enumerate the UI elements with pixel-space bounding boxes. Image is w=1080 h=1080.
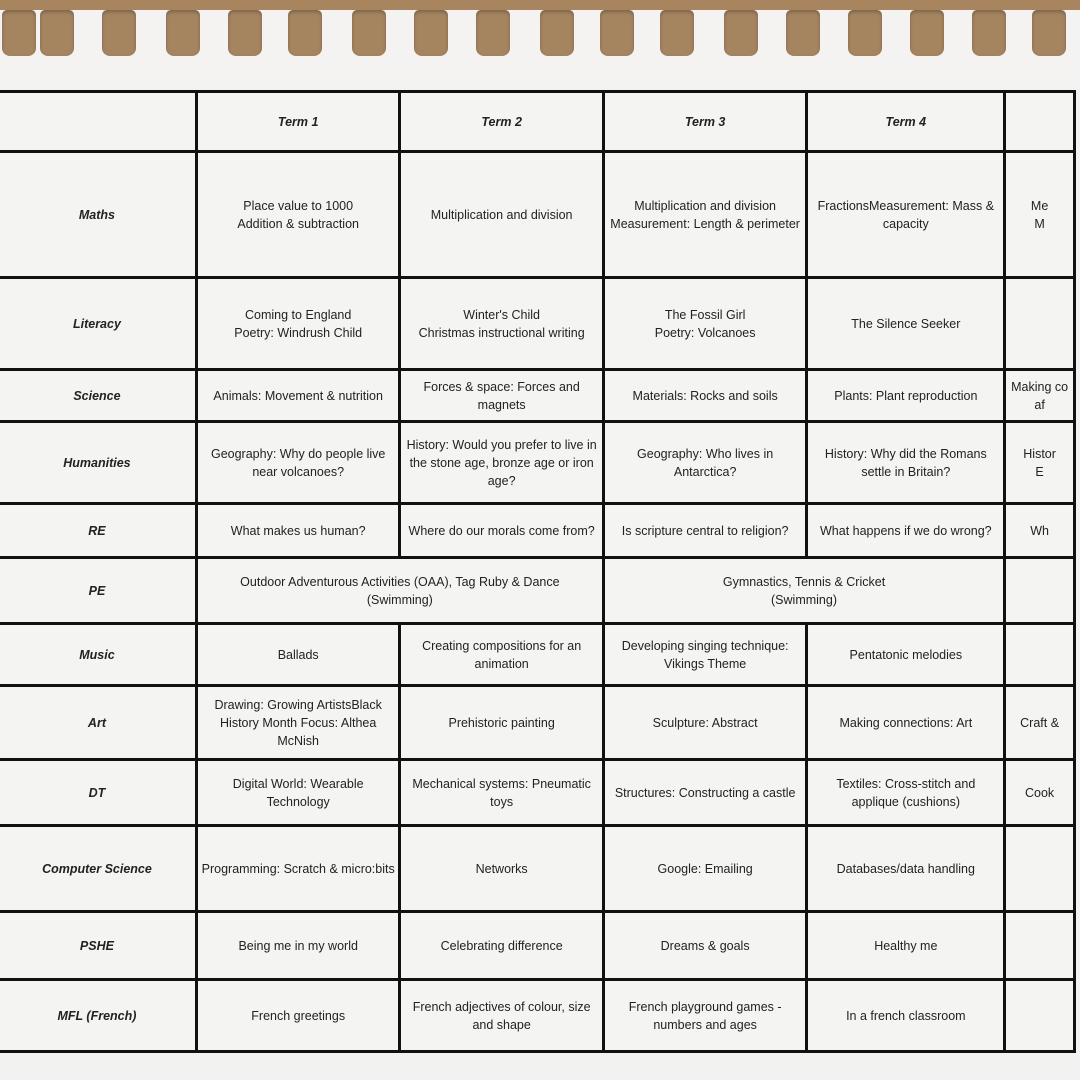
term-5-cell-line: Cook [1025, 785, 1055, 800]
term-2-cell [400, 686, 603, 760]
subject-row [0, 686, 1075, 760]
term-4-cell [807, 422, 1005, 504]
subject-row [0, 152, 1075, 278]
subject-row [0, 912, 1075, 980]
term-5-cell [1005, 980, 1075, 1052]
term-2-cell [400, 504, 603, 558]
term-3-cell-line: Materials: Rocks and soils [632, 388, 778, 403]
term-2-cell [400, 980, 603, 1052]
timetable-body [0, 152, 1075, 1052]
term-1-cell-line: Animals: Movement & nutrition [213, 388, 383, 403]
term-2-cell-line: Forces & space: Forces and [423, 379, 580, 394]
term-1-header: Term 1 [196, 92, 400, 152]
term-3-cell-line: Antarctica? [673, 464, 737, 479]
term-1-cell-line: History Month Focus: Althea McNish [220, 715, 377, 748]
term-2-cell [400, 370, 603, 422]
term-2-cell-line: French adjectives of colour, size [412, 999, 591, 1014]
subject-label: PSHE [0, 912, 196, 980]
term-2-cell-line: Celebrating difference [440, 938, 563, 953]
binder-hole [288, 10, 322, 56]
term-2-cell-line: age? [487, 473, 516, 488]
term-4-cell-line: applique (cushions) [851, 794, 961, 809]
term-4-cell [807, 624, 1005, 686]
binder-hole [1032, 10, 1066, 56]
term-1-cell [196, 760, 400, 826]
term-1-cell-line: What makes us human? [230, 523, 366, 538]
binder-hole [724, 10, 758, 56]
pe-terms-1-2-cell [196, 558, 603, 624]
header-row [0, 92, 1075, 152]
term-2-cell [400, 760, 603, 826]
term-3-cell-line: Google: Emailing [657, 861, 753, 876]
subject-row [0, 624, 1075, 686]
term-3-cell-line: Poetry: Volcanoes [654, 325, 756, 340]
curriculum-timetable [0, 90, 1076, 1053]
term-4-cell-line: In a french classroom [846, 1008, 966, 1023]
subject-label: MFL (French) [0, 980, 196, 1052]
term-3-cell [603, 370, 807, 422]
term-2-cell-line: Mechanical systems: Pneumatic [412, 776, 591, 791]
subject-row [0, 370, 1075, 422]
term-4-header: Term 4 [807, 92, 1005, 152]
subject-row [0, 278, 1075, 370]
binder-hole [102, 10, 136, 56]
term-2-cell-line: Where do our morals come from? [408, 523, 595, 538]
binder-hole [972, 10, 1006, 56]
term-3-header: Term 3 [603, 92, 807, 152]
pe-terms-3-4-cell-line: (Swimming) [771, 592, 837, 607]
term-2-cell-line: Winter's Child [463, 307, 540, 322]
term-3-cell-line: Geography: Who lives in [637, 446, 774, 461]
term-2-cell [400, 912, 603, 980]
term-5-cell [1005, 912, 1075, 980]
subject-label: Literacy [0, 278, 196, 370]
term-3-cell [603, 422, 807, 504]
binder-hole [476, 10, 510, 56]
term-4-cell [807, 370, 1005, 422]
term-2-cell-line: Multiplication and division [430, 207, 573, 222]
term-1-cell-line: Poetry: Windrush Child [234, 325, 363, 340]
paper-margin [0, 56, 1080, 86]
term-2-cell [400, 278, 603, 370]
subject-row [0, 760, 1075, 826]
binder-hole [414, 10, 448, 56]
term-2-cell-line: Creating compositions for an [422, 638, 582, 653]
term-2-cell-line: toys [490, 794, 514, 809]
cork-strip [0, 0, 1080, 10]
term-1-cell-line: Geography: Why do people live [210, 446, 386, 461]
subject-label: Science [0, 370, 196, 422]
term-1-cell [196, 912, 400, 980]
term-2-cell-line: History: Would you prefer to live in [406, 437, 597, 452]
term-5-header [1005, 92, 1075, 152]
term-3-cell [603, 980, 807, 1052]
term-5-cell [1005, 278, 1075, 370]
term-3-cell-line: Multiplication and division [634, 198, 776, 213]
term-5-cell-line: Craft & [1020, 715, 1060, 730]
term-5-cell-line: Histor [1023, 446, 1056, 461]
term-3-cell-line: Measurement: Length & perimeter [610, 216, 800, 231]
subject-row-pe [0, 558, 1075, 624]
binder-hole [540, 10, 574, 56]
term-3-cell-line: Developing singing technique: [621, 638, 789, 653]
term-1-cell-line: Ballads [277, 647, 319, 662]
subject-row [0, 504, 1075, 558]
term-2-cell-line: Networks [475, 861, 528, 876]
term-2-cell-line: animation [474, 656, 529, 671]
term-1-cell [196, 826, 400, 912]
term-3-cell-line: numbers and ages [653, 1017, 757, 1032]
term-3-cell-line: French playground games - [628, 999, 782, 1014]
term-3-cell-line: Sculpture: Abstract [652, 715, 758, 730]
subject-label: RE [0, 504, 196, 558]
term-1-cell-line: Addition & subtraction [237, 216, 359, 231]
subject-label: Humanities [0, 422, 196, 504]
term-5-cell-line: Wh [1030, 523, 1049, 538]
binder-hole [910, 10, 944, 56]
binder-hole [2, 10, 36, 56]
term-5-cell-line: M [1034, 216, 1045, 231]
term-3-cell [603, 826, 807, 912]
subject-row [0, 422, 1075, 504]
term-4-cell-line: Pentatonic melodies [849, 647, 963, 662]
binder-hole [660, 10, 694, 56]
term-2-cell [400, 422, 603, 504]
term-4-cell [807, 152, 1005, 278]
term-1-cell [196, 686, 400, 760]
term-1-cell [196, 422, 400, 504]
term-4-cell-line: History: Why did the Romans [824, 446, 987, 461]
term-4-cell-line: The Silence Seeker [851, 316, 961, 331]
subject-row [0, 980, 1075, 1052]
term-1-cell-line: Digital World: Wearable Technology [232, 776, 364, 809]
term-5-cell [1005, 152, 1075, 278]
term-1-cell-line: Place value to 1000 [243, 198, 354, 213]
term-4-cell [807, 686, 1005, 760]
binder-hole [40, 10, 74, 56]
term-2-cell [400, 826, 603, 912]
term-5-cell [1005, 422, 1075, 504]
subject-label: PE [0, 558, 196, 624]
subject-label: Maths [0, 152, 196, 278]
term-5-cell [1005, 558, 1075, 624]
pe-terms-3-4-cell-line: Gymnastics, Tennis & Cricket [722, 574, 886, 589]
binder-hole [166, 10, 200, 56]
term-5-cell [1005, 370, 1075, 422]
term-1-cell [196, 504, 400, 558]
term-4-cell-line: Textiles: Cross-stitch and [836, 776, 976, 791]
term-1-cell [196, 370, 400, 422]
pe-terms-1-2-cell-line: Outdoor Adventurous Activities (OAA), Tag Ruby & Dance [240, 574, 560, 589]
term-3-cell-line: Structures: Constructing a castle [614, 785, 796, 800]
term-2-cell-line: Prehistoric painting [448, 715, 555, 730]
term-3-cell [603, 760, 807, 826]
term-2-header: Term 2 [400, 92, 603, 152]
subject-label: Computer Science [0, 826, 196, 912]
binder-hole [786, 10, 820, 56]
term-1-cell [196, 624, 400, 686]
term-4-cell-line: Plants: Plant reproduction [834, 388, 978, 403]
term-5-cell [1005, 686, 1075, 760]
term-4-cell [807, 980, 1005, 1052]
term-1-cell-line: Drawing: Growing ArtistsBlack [214, 697, 382, 712]
term-4-cell [807, 504, 1005, 558]
term-3-cell [603, 152, 807, 278]
subject-label: DT [0, 760, 196, 826]
term-3-cell-line: Is scripture central to religion? [621, 523, 789, 538]
term-5-cell-line: af [1034, 397, 1045, 412]
term-1-cell-line: near volcanoes? [252, 464, 345, 479]
term-2-cell-line: magnets [477, 397, 526, 412]
subject-label: Music [0, 624, 196, 686]
term-4-cell [807, 912, 1005, 980]
term-5-cell [1005, 826, 1075, 912]
term-5-cell [1005, 624, 1075, 686]
term-5-cell [1005, 760, 1075, 826]
term-1-cell-line: French greetings [251, 1008, 346, 1023]
term-2-cell-line: the stone age, bronze age or iron [409, 455, 594, 470]
term-3-cell [603, 504, 807, 558]
term-5-cell-line: Making co [1011, 379, 1069, 394]
term-3-cell-line: The Fossil Girl [664, 307, 746, 322]
binder-hole [600, 10, 634, 56]
term-4-cell [807, 760, 1005, 826]
header-corner [0, 92, 196, 152]
term-3-cell [603, 686, 807, 760]
term-4-cell [807, 278, 1005, 370]
term-2-cell-line: and shape [472, 1017, 531, 1032]
term-2-cell [400, 624, 603, 686]
term-1-cell [196, 980, 400, 1052]
term-5-cell-line: Me [1030, 198, 1049, 213]
binder-hole [352, 10, 386, 56]
term-4-cell-line: Databases/data handling [836, 861, 975, 876]
term-4-cell-line: Healthy me [874, 938, 938, 953]
term-3-cell [603, 912, 807, 980]
term-3-cell-line: Dreams & goals [660, 938, 750, 953]
term-2-cell [400, 152, 603, 278]
pe-terms-1-2-cell-line: (Swimming) [366, 592, 433, 607]
term-4-cell-line: What happens if we do wrong? [820, 523, 992, 538]
term-1-cell-line: Coming to England [245, 307, 352, 322]
term-2-cell-line: Christmas instructional writing [418, 325, 585, 340]
term-4-cell-line: Making connections: Art [839, 715, 973, 730]
pe-terms-3-4-cell [603, 558, 1004, 624]
subject-row [0, 826, 1075, 912]
term-3-cell [603, 278, 807, 370]
term-4-cell-line: capacity [882, 216, 929, 231]
term-3-cell-line: Vikings Theme [664, 656, 747, 671]
term-1-cell [196, 152, 400, 278]
term-1-cell-line: Being me in my world [238, 938, 358, 953]
term-4-cell-line: FractionsMeasurement: Mass & [817, 198, 995, 213]
term-1-cell [196, 278, 400, 370]
term-5-cell-line: E [1035, 464, 1044, 479]
subject-label: Art [0, 686, 196, 760]
binder-hole [848, 10, 882, 56]
term-4-cell [807, 826, 1005, 912]
binder-hole [228, 10, 262, 56]
term-1-cell-line: Programming: Scratch & micro:bits [201, 861, 395, 876]
term-3-cell [603, 624, 807, 686]
term-5-cell [1005, 504, 1075, 558]
term-4-cell-line: settle in Britain? [861, 464, 951, 479]
